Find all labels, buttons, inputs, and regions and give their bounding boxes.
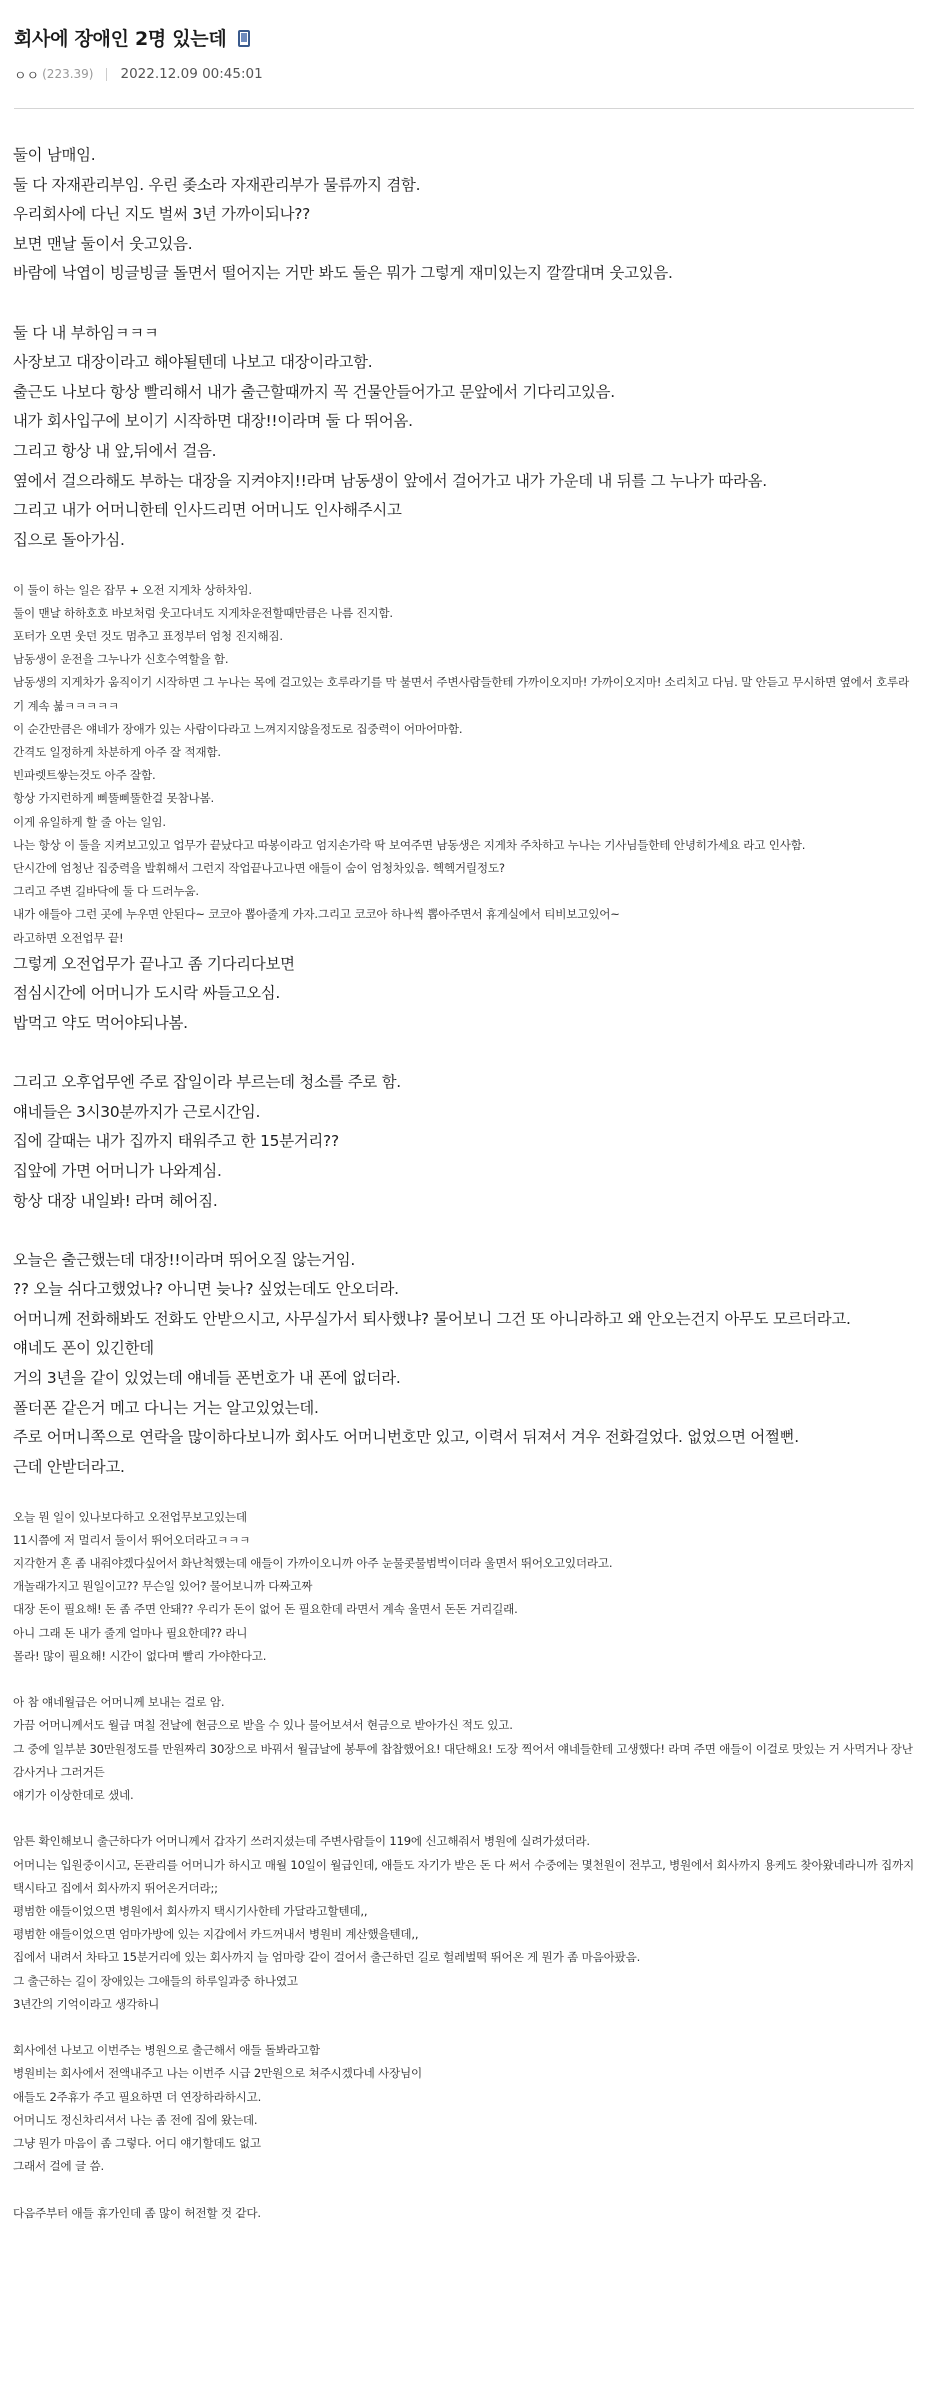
- text-line: 어머니께 전화해봐도 전화도 안받으시고, 사무실가서 퇴사했냐? 물어보니 그건 또 아니라하고 왜 안오는건지 아무도 모르더라고.: [13, 1309, 851, 1328]
- text-line: 이 둘이 하는 일은 잡무 + 오전 지게차 상하차임.: [13, 582, 252, 597]
- text-line: 아니 그래 돈 내가 줄게 얼마나 필요한데?? 라니: [13, 1625, 248, 1640]
- text-line: 폴더폰 같은거 메고 다니는 거는 알고있었는데.: [13, 1398, 319, 1417]
- paragraph-4: [13, 950, 918, 1039]
- text-line: 밥먹고 약도 먹어야되나봄.: [13, 1013, 188, 1032]
- text-line: 그리고 내가 어머니한테 인사드리면 어머니도 인사해주시고: [13, 501, 402, 520]
- text-line: 내가 애들아 그런 곳에 누우면 안된다~ 코코아 뽑아줄게 가자.그리고 코코아 하나씩 뽑아주면서 휴게실에서 티비보고있어~: [13, 907, 620, 922]
- text-line: 남동생의 지게차가 움직이기 시작하면 그 누나는 목에 걸고있는 호루라기를 막 불면서 주변사람들한테 가까이오지마! 가까이오지마! 소리치고 다님. 말 안듣고 무시하면 옆에서 호루라기 계속 붊ㅋㅋㅋㅋㅋ: [13, 675, 910, 713]
- text-line: 둘이 맨날 하하호호 바보처럼 웃고다녀도 지게차운전할때만큼은 나름 진지함.: [13, 605, 393, 620]
- post-title: 회사에 장애인 2명 있는데: [14, 27, 227, 50]
- blank-line: [13, 1482, 918, 1505]
- text-line: 그렇게 오전업무가 끝나고 좀 기다리다보면: [13, 954, 295, 973]
- text-line: 주로 어머니쪽으로 연락을 많이하다보니까 회사도 어머니번호만 있고, 이력서 뒤져서 겨우 전화걸었다. 없었으면 어쩔뻔.: [13, 1428, 799, 1447]
- text-line: 오늘 뭔 일이 있나보다하고 오전업무보고있는데: [13, 1509, 247, 1524]
- text-line: 옆에서 걸으라해도 부하는 대장을 지켜야지!!라며 남동생이 앞에서 걸어가고 내가 가운데 내 뒤를 그 누나가 따라옴.: [13, 471, 767, 490]
- text-line: 단시간에 엄청난 집중력을 발휘해서 그런지 작업끝나고나면 애들이 숨이 엄청차있음. 헥헥거릴정도?: [13, 860, 505, 875]
- text-line: 항상 대장 내일봐! 라며 헤어짐.: [13, 1191, 218, 1210]
- author-ip: (223.39): [42, 67, 94, 81]
- text-line: 내가 회사입구에 보이기 시작하면 대장!!이라며 둘 다 뛰어옴.: [13, 412, 413, 431]
- text-line: 둘 다 내 부하임ㅋㅋㅋ: [13, 323, 159, 342]
- text-line: 지각한거 혼 좀 내줘야겠다싶어서 화난척했는데 애들이 가까이오니까 아주 눈물콧물범벅이더라 울면서 뛰어오고있더라고.: [13, 1556, 613, 1571]
- text-line: 11시쯤에 저 멀리서 둘이서 뛰어오더라고ㅋㅋㅋ: [13, 1532, 251, 1547]
- text-line: 3년간의 기억이라고 생각하니: [13, 1996, 160, 2011]
- text-line: 근데 안받더라고.: [13, 1457, 125, 1476]
- text-line: 그래서 걸에 글 씀.: [13, 2159, 104, 2174]
- author-nickname[interactable]: ㅇㅇ: [14, 68, 40, 84]
- post-meta: [14, 64, 914, 84]
- text-line: 어머니도 정신차리셔서 나는 좀 전에 집에 왔는데.: [13, 2112, 258, 2127]
- text-line: 그리고 항상 내 앞,뒤에서 걸음.: [13, 441, 217, 460]
- text-line: 둘 다 자재관리부임. 우린 좆소라 자재관리부가 물류까지 겸함.: [13, 175, 421, 194]
- text-line: 그 중에 일부분 30만원정도를 만원짜리 30장으로 바꿔서 월급날에 봉투에 찹찹했어요! 대단해요! 도장 찍어서 얘네들한테 고생했다! 라며 주면 애들이 이걸로 맛있는 거 사먹거나 장난감사거나 그러거든: [13, 1741, 913, 1779]
- text-line: 이 순간만큼은 얘네가 장애가 있는 사람이다라고 느껴지지않을정도로 집중력이 어마어마함.: [13, 721, 463, 736]
- text-line: 항상 가지런하게 삐뚤삐뚤한걸 못참나봄.: [13, 791, 214, 806]
- blank-line: [13, 1216, 918, 1246]
- blank-line: [13, 1807, 918, 1830]
- text-line: 병원비는 회사에서 전액내주고 나는 이번주 시급 2만원으로 쳐주시겠다네 사장님이: [13, 2066, 423, 2081]
- paragraph-9: [13, 1830, 918, 2016]
- text-line: 집으로 돌아가심.: [13, 530, 125, 549]
- text-line: 남동생이 운전을 그누나가 신호수역할을 함.: [13, 652, 229, 667]
- text-line: 대장 돈이 필요해! 돈 좀 주면 안돼?? 우리가 돈이 없어 돈 필요한데 라면서 계속 울면서 돈돈 거리길래.: [13, 1602, 518, 1617]
- text-line: 오늘은 출근했는데 대장!!이라며 뛰어오질 않는거임.: [13, 1250, 356, 1269]
- text-line: 아 참 얘네월급은 어머니께 보내는 걸로 암.: [13, 1695, 225, 1710]
- paragraph-2: [13, 319, 918, 556]
- text-line: 우리회사에 다닌 지도 벌써 3년 가까이되나??: [13, 205, 311, 224]
- text-line: 그 출근하는 길이 장애있는 그애들의 하루일과중 하나였고: [13, 1973, 298, 1988]
- text-line: 회사에선 나보고 이번주는 병원으로 출근해서 애들 돌봐라고함: [13, 2043, 320, 2058]
- text-line: 라고하면 오전업무 끝!: [13, 930, 124, 945]
- paragraph-5: [13, 1068, 918, 1216]
- text-line: 보면 맨날 둘이서 웃고있음.: [13, 234, 193, 253]
- paragraph-6: [13, 1246, 918, 1483]
- meta-separator: [106, 68, 107, 81]
- text-line: 어머니는 입원중이시고, 돈관리를 어머니가 하시고 매월 10일이 월급인데, 애들도 자기가 받은 돈 다 써서 수중에는 몇천원이 전부고, 병원에서 회사까지 용케도 찾아왔네라니까 집까지 택시타고 집에서 회사까지 뛰어온거더라;;: [13, 1857, 914, 1895]
- blank-line: [13, 555, 918, 578]
- text-line: 출근도 나보다 항상 빨리해서 내가 출근할때까지 꼭 건물안들어가고 문앞에서 기다리고있음.: [13, 382, 615, 401]
- text-line: 가끔 어머니께서도 월급 며칠 전날에 현금으로 받을 수 있나 물어보셔서 현금으로 받아가신 적도 있고.: [13, 1718, 513, 1733]
- text-line: 얘기가 이상한데로 샜네.: [13, 1788, 134, 1803]
- text-line: 그냥 뭔가 마음이 좀 그렇다. 어디 얘기할데도 없고: [13, 2136, 261, 2151]
- blank-line: [13, 289, 918, 319]
- text-line: 간격도 일정하게 차분하게 아주 잘 적재함.: [13, 744, 221, 759]
- post-body: [10, 109, 918, 2225]
- blank-line: [13, 2016, 918, 2039]
- text-line: 포터가 오면 웃던 것도 멈추고 표정부터 엄청 진지해짐.: [13, 628, 283, 643]
- text-line: 둘이 남매임.: [13, 146, 96, 164]
- blank-line: [13, 1668, 918, 1691]
- text-line: 애들도 2주휴가 주고 필요하면 더 연장하라하시고.: [13, 2089, 262, 2104]
- blank-line: [13, 1039, 918, 1069]
- paragraph-10: [13, 2039, 918, 2178]
- text-line: 얘네도 폰이 있긴한데: [13, 1339, 154, 1358]
- title-row: [14, 22, 914, 52]
- text-line: 집에서 내려서 차타고 15분거리에 있는 회사까지 늘 엄마랑 같이 걸어서 출근하던 길로 헐레벌떡 뛰어온 게 뭔가 좀 마음아팠음.: [13, 1950, 641, 1965]
- text-line: 암튼 확인해보니 출근하다가 어머니께서 갑자기 쓰러지셨는데 주변사람들이 119에 신고해줘서 병원에 실려가셨더라.: [13, 1834, 590, 1849]
- text-line: 집에 갈때는 내가 집까지 태워주고 한 15분거리??: [13, 1132, 339, 1151]
- paragraph-8: [13, 1691, 918, 1807]
- text-line: 바람에 낙엽이 빙글빙글 돌면서 떨어지는 거만 봐도 둘은 뭐가 그렇게 재미있는지 깔깔대며 웃고있음.: [13, 264, 673, 283]
- text-line: ?? 오늘 쉬다고했었나? 아니면 늦나? 싶었는데도 안오더라.: [13, 1280, 399, 1299]
- paragraph-1: [13, 141, 918, 289]
- blank-line: [13, 2178, 918, 2201]
- text-line: 이게 유일하게 할 줄 아는 일임.: [13, 814, 166, 829]
- paragraph-7: [13, 1506, 918, 1668]
- text-line: 몰라! 많이 필요해! 시간이 없다며 빨리 가야한다고.: [13, 1648, 267, 1663]
- text-line: 다음주부터 애들 휴가인데 좀 많이 허전할 것 같다.: [13, 2205, 261, 2220]
- paragraph-3: [13, 579, 918, 950]
- text-line: 거의 3년을 같이 있었는데 얘네들 폰번호가 내 폰에 없더라.: [13, 1369, 401, 1388]
- text-line: 점심시간에 어머니가 도시락 싸들고오심.: [13, 984, 281, 1003]
- post-date: 2022.12.09 00:45:01: [120, 66, 263, 82]
- text-line: 사장보고 대장이라고 해야될텐데 나보고 대장이라고함.: [13, 353, 373, 372]
- text-line: 평범한 애들이었으면 병원에서 회사까지 택시기사한테 가달라고할텐데,,: [13, 1904, 368, 1919]
- text-line: 집앞에 가면 어머니가 나와계심.: [13, 1161, 222, 1180]
- text-line: 개놀래가지고 뭔일이고?? 무슨일 있어? 물어보니까 다짜고짜: [13, 1579, 313, 1594]
- text-line: 빈파렛트쌓는것도 아주 잘함.: [13, 768, 156, 783]
- mobile-phone-icon: [238, 30, 250, 47]
- text-line: 그리고 오후업무엔 주로 잡일이라 부르는데 청소를 주로 함.: [13, 1073, 401, 1092]
- paragraph-11: [13, 2202, 918, 2225]
- text-line: 나는 항상 이 둘을 지켜보고있고 업무가 끝났다고 따봉이라고 엄지손가락 딱 보여주면 남동생은 지게차 주차하고 누나는 기사님들한테 안녕히가세요 라고 인사함.: [13, 837, 806, 852]
- post-header: [10, 0, 918, 109]
- text-line: 얘네들은 3시30분까지가 근로시간임.: [13, 1102, 261, 1121]
- text-line: 평범한 애들이었으면 엄마가방에 있는 지갑에서 카드꺼내서 병원비 계산했을텐데,,: [13, 1927, 419, 1942]
- text-line: 그리고 주변 길바닥에 둘 다 드러누움.: [13, 884, 199, 899]
